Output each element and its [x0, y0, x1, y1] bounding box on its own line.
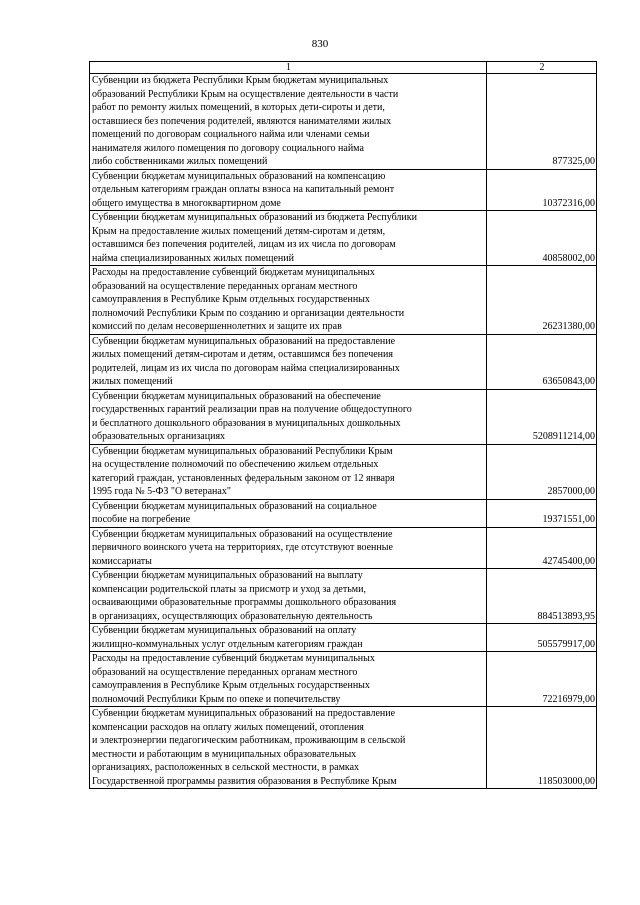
table-row: [90, 624, 597, 652]
table-row: [90, 707, 597, 789]
row-description: Расходы на предоставление субвенций бюджетам муниципальных образований на осуществление переданных органам местного самоуправления в Республике Крым отдельных государственных полномочий Республики Крым по созданию и организации деятельности комиссий по делам несовершеннолетних и защите их прав: [90, 266, 487, 335]
row-description: Расходы на предоставление субвенций бюджетам муниципальных образований на осуществление переданных органам местного самоуправления в Республике Крым отдельных государственных полномочий Республики Крым по опеке и попечительству: [90, 652, 487, 707]
table-row: [90, 266, 597, 335]
table-row: [90, 444, 597, 499]
row-amount: 118503000,00: [487, 707, 597, 789]
row-amount: 505579917,00: [487, 624, 597, 652]
table-row: [90, 211, 597, 266]
column-header-2: 2: [487, 62, 597, 74]
row-amount: 72216979,00: [487, 652, 597, 707]
budget-table: [89, 61, 597, 789]
row-description: Субвенции бюджетам муниципальных образований на осуществление первичного воинского учета на территориях, где отсутствуют военные комиссариаты: [90, 527, 487, 569]
table-row: [90, 499, 597, 527]
row-description: Субвенции бюджетам муниципальных образований на выплату компенсации родительской платы за присмотр и уход за детьми, осваивающими образовательные программы дошкольного образования в организациях, осуществляющих образовательную деятельность: [90, 569, 487, 624]
table-row: [90, 169, 597, 211]
table-row: [90, 389, 597, 444]
table-row: [90, 74, 597, 170]
page-number: 830: [311, 38, 329, 50]
table-row: [90, 527, 597, 569]
row-description: Субвенции бюджетам муниципальных образований на предоставление компенсации расходов на оплату жилых помещений, отопления и электроэнергии педагогическим работникам, проживающим в сельской местности и работающим в муниципальных образовательных организациях, расположенных в сельской местности, в рамках Государственной программы развития образования в Республике Крым: [90, 707, 487, 789]
row-amount: 884513893,95: [487, 569, 597, 624]
row-description: Субвенции бюджетам муниципальных образований на обеспечение государственных гарантий реализации прав на получение общедоступного и бесплатного дошкольного образования в муниципальных дошкольных образовательных организациях: [90, 389, 487, 444]
row-description: Субвенции бюджетам муниципальных образований на предоставление жилых помещений детям-сиротам и детям, оставшимся без попечения родителей, лицам из их числа по договорам найма специализированных жилых помещений: [90, 334, 487, 389]
row-amount: 877325,00: [487, 74, 597, 170]
row-amount: 19371551,00: [487, 499, 597, 527]
row-description: Субвенции из бюджета Республики Крым бюджетам муниципальных образований Республики Крым на осуществление деятельности в части работ по ремонту жилых помещений, в которых дети-сироты и дети, оставшиеся без попечения родителей, являются нанимателями жилых помещений по договорам социального найма или членами семьи нанимателя жилого помещения по договору социального найма либо собственниками жилых помещений: [90, 74, 487, 170]
table-row: [90, 334, 597, 389]
row-amount: 2857000,00: [487, 444, 597, 499]
row-description: Субвенции бюджетам муниципальных образований на социальное пособие на погребение: [90, 499, 487, 527]
row-description: Субвенции бюджетам муниципальных образований из бюджета Республики Крым на предоставление жилых помещений детям-сиротам и детям, оставшимся без попечения родителей, лицам из их числа по договорам найма специализированных жилых помещений: [90, 211, 487, 266]
row-amount: 26231380,00: [487, 266, 597, 335]
row-amount: 10372316,00: [487, 169, 597, 211]
row-amount: 42745400,00: [487, 527, 597, 569]
table-row: [90, 652, 597, 707]
table-row: [90, 569, 597, 624]
column-header-1: 1: [90, 62, 487, 74]
row-amount: 5208911214,00: [487, 389, 597, 444]
row-description: Субвенции бюджетам муниципальных образований на компенсацию отдельным категориям граждан оплаты взноса на капитальный ремонт общего имущества в многоквартирном доме: [90, 169, 487, 211]
table-header-row: [90, 62, 597, 74]
row-amount: 40858002,00: [487, 211, 597, 266]
row-amount: 63650843,00: [487, 334, 597, 389]
row-description: Субвенции бюджетам муниципальных образований на оплату жилищно-коммунальных услуг отдельным категориям граждан: [90, 624, 487, 652]
row-description: Субвенции бюджетам муниципальных образований Республики Крым на осуществление полномочий по обеспечению жильем отдельных категорий граждан, установленных федеральным законом от 12 января 1995 года № 5-ФЗ "О ветеранах": [90, 444, 487, 499]
